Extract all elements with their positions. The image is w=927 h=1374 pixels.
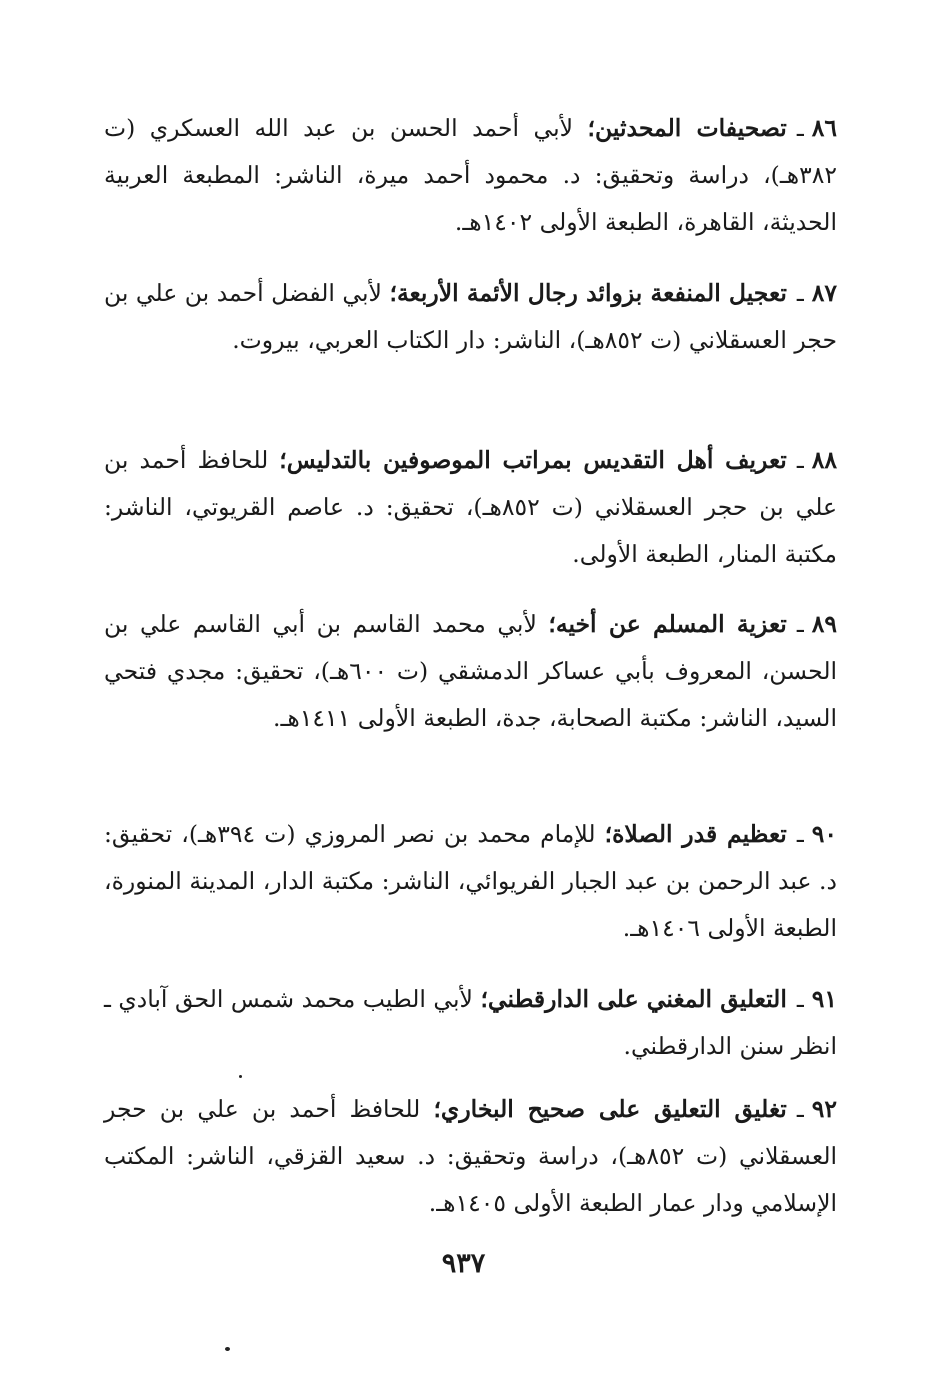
entry-title: تعزية المسلم عن أخيه؛ — [548, 610, 787, 638]
entry-dash: ـ — [796, 985, 804, 1013]
entry-title: تعظيم قدر الصلاة؛ — [604, 820, 787, 848]
reference-entry-88 — [104, 437, 837, 578]
entry-title: تصحيفات المحدثين؛ — [587, 114, 787, 142]
reference-entry-92 — [104, 1086, 837, 1227]
reference-entry-87 — [104, 270, 837, 364]
entry-dash: ـ — [796, 820, 804, 848]
entry-number: ٨٧ — [811, 279, 837, 307]
entry-number: ٩١ — [811, 985, 837, 1013]
reference-entry-86 — [104, 105, 837, 246]
entry-number: ٩٢ — [811, 1095, 837, 1123]
entry-number: ٨٩ — [811, 610, 837, 638]
entry-text: للإمام محمد بن نصر المروزي (ت ٣٩٤هـ)، تحقيق: د. عبد الرحمن بن عبد الجبار الفريوائي، الناشر: مكتبة الدار، المدينة المنورة، الطبعة الأولى ١٤٠٦هـ. — [104, 820, 837, 942]
entry-text: للحافظ أحمد بن علي بن حجر العسقلاني (ت ٨٥٢هـ)، دراسة وتحقيق: د. سعيد القزقي، الناشر: المكتب الإسلامي ودار عمار الطبعة الأولى ١٤٠٥هـ. — [104, 1095, 838, 1217]
entry-dash: ـ — [796, 610, 804, 638]
entry-number: ٨٨ — [811, 446, 837, 474]
entry-text: للحافظ أحمد بن علي بن حجر العسقلاني (ت ٨٥٢هـ)، تحقيق: د. عاصم القريوتي، الناشر: مكتبة المنار، الطبعة الأولى. — [104, 446, 837, 568]
entry-title: تغليق التعليق على صحيح البخاري؛ — [433, 1095, 787, 1123]
reference-entry-91 — [104, 976, 837, 1070]
reference-entry-89 — [104, 601, 837, 742]
entry-title: تعريف أهل التقديس بمراتب الموصوفين بالتدليس؛ — [279, 446, 787, 474]
scan-speck — [225, 1347, 230, 1351]
page-number: ٩٣٧ — [441, 1248, 486, 1279]
entry-number: ٩٠ — [811, 820, 837, 848]
entry-dash: ـ — [796, 1095, 804, 1123]
entry-dash: ـ — [796, 446, 804, 474]
entry-title: تعجيل المنفعة بزوائد رجال الأئمة الأربعة؛ — [389, 279, 787, 307]
entry-text: لأبي الطيب محمد شمس الحق آبادي ـ انظر سنن الدارقطني. — [104, 985, 837, 1060]
entry-text: لأبي أحمد الحسن بن عبد الله العسكري (ت ٣٨٢هـ)، دراسة وتحقيق: د. محمود أحمد ميرة، الناشر: المطبعة العربية الحديثة، القاهرة، الطبعة الأولى ١٤٠٢هـ. — [104, 114, 837, 236]
entry-dash: ـ — [796, 114, 804, 142]
entry-number: ٨٦ — [811, 114, 837, 142]
entry-title: التعليق المغني على الدارقطني؛ — [480, 985, 787, 1013]
entry-text: لأبي الفضل أحمد بن علي بن حجر العسقلاني (ت ٨٥٢هـ)، الناشر: دار الكتاب العربي، بيروت. — [104, 279, 837, 354]
reference-entry-90 — [104, 811, 837, 952]
entry-dash: ـ — [796, 279, 804, 307]
scan-speck — [239, 1075, 242, 1078]
entry-text: لأبي محمد القاسم بن أبي القاسم علي بن الحسن، المعروف بأبي عساكر الدمشقي (ت ٦٠٠هـ)، تحقيق: مجدي فتحي السيد، الناشر: مكتبة الصحابة، جدة، الطبعة الأولى ١٤١١هـ. — [104, 610, 838, 732]
